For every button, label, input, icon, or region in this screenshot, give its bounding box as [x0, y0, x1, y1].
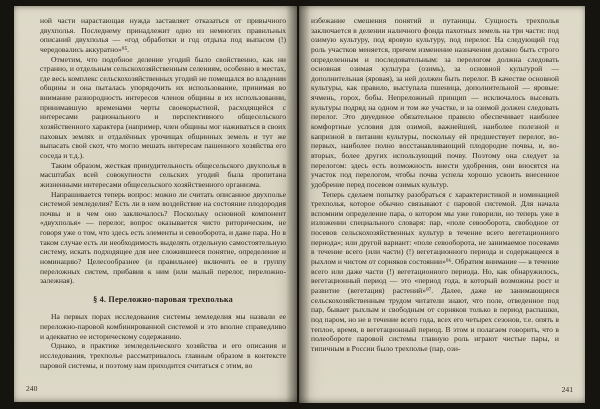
- section-heading: § 4. Переложно-паровая трехполька: [93, 294, 233, 304]
- page-number-left: 240: [26, 384, 38, 393]
- paragraph: Теперь сделаем попытку разобраться с характеристикой и номинацией трехполья, которое обычно связывают с паровой системой. Для начала вспомним определение пара, о котором мы уже говорили, но теперь уже в изложении специального словаря: пар, «поле севооборота, свободное от посевов сельскохозяйственных культур в течение всего вегетационного периода»; или другой вариант: «поле севооборота, не занимаемое посевами в течение всего (или части) (!) вегетационного периода и содержащееся в рыхлом и чистом от сорняков состоянии»⁹⁶. Обратим внимание — в течение всего или даже части (!) вегетационного периода. Но, как обнаружилось, вегетационный период — это «период года, в который возможны рост и развитие (вегетация) растений»⁹⁷. Далее, даже не занимающиеся сельскохозяйственным трудом читатели знают, что поле, отведенное под пар, бывает рыхлым и свободным от сорняков только в период распашки, под паром, но не в течение всего года, всех его четырех сезонов, т.е. опять в теплое, время, в вегетационный период. В этом и полагаем говорить, что в полеобороте паровой системы главную роль играют чистые пары, и типичным в России было трехполье (пар, ози-: [311, 189, 559, 353]
- right-page: [299, 6, 585, 403]
- left-page: [14, 6, 297, 402]
- left-page-text: [40, 16, 286, 370]
- paragraph: Напрашивается теперь вопрос: можно ли считать описанное двухполье системой земледелия? Есть ли в нем воздействие на состояние плодородия почвы и в чем оно заключалось? Поскольку основной компонент «двухполья» — перелог, вопрос оказывается чисто риторическим, не говоря уже о том, что здесь есть элементы и севооборота, и даже пара. Но в таком случае есть ли необходимость выделять отдельную самостоятельную систему, искать подходящее для нее сложившееся понятие, определение и номинацию? Целесообразнее (и правильнее) включить ее в группу переложных систем, прибавив к ним (или малый перелог, переложно-залежная).: [40, 189, 286, 286]
- paragraph: Однако, в практике земледельческого хозяйства и его описания и исследования, трехполье рассматривалось главным образом в контексте паровой системы, и поэтому нам приходится считаться с этим, во: [40, 341, 286, 370]
- right-page-text: [311, 16, 559, 353]
- paragraph: Отметим, что подобное деление угодий было свойственно, как ни странно, и отдельным сельскохозяйственным селениям, особенно в местах, где весь комплекс сельскохозяйственных угодий не помещался во владении общины и она пыталась упорядочить их использование, принимая во внимание разнородность интересов членов общины в их использовании, принимавшую временами черты своекорыстной, расходящейся с интересами рационального и перспективного общесельского хозяйственного характера (например, член общины мог наживаться в своих паховых землях и отдалённых урочищах общинных земель и тут же выпасать свой скот, что могло мешать интересам пашенного хозяйства его соседа и т.д.).: [40, 54, 286, 160]
- paragraph: избежание смешения понятий и путаницы. Сущность трехполья заключается в делении наличного фонда пахотных земель на три части: под озимую культуру, под яровую культуру, под перелог. На следующий год роль участков меняется, причем изменение назначения должно быть строго определенным и последовательным: за перелогом должна следовать основная озимая культура (озимь), за основной культурой — дополнительная (яровая), за ней должен быть перелог. В качестве основной культуры, как правило, выступала пшеница, дополнительной — яровые: ячмень, горох, бобы. Непреложный принцип — исключалось высевать культуры подряд на одном и том же участке, и за озимой должен следовать перелог. Это двуединое обязательное правило обеспечивает наиболее комфортные условия для озимой, важнейшей, наиболее полезной и капризной в питании культуры, поскольку ей предшествует перелог, во-первых, наиболее полно восстанавливающий плодородие почвы, и, во-вторых, более других использующий почву. Поэтому она следует за перелогом: здесь есть возможность внести удобрения, они вносятся на участок под перелогом, чтобы почва успела хорошо усвоить внесенное удобрение перед посевом озимых культур.: [311, 16, 559, 189]
- page-number-right: 241: [561, 385, 573, 394]
- paragraph: Таким образом, жесткая принудительность общесельского двухполья в масштабах всей совокупности сельских угодий была пропитана жизненными интересами общесельского хозяйственного организма.: [40, 160, 286, 189]
- paragraph: ной части нарастающая нужда заставляет отказаться от привычного двухполья. Последнему принадлежит одно из немногих правильных описаний двухполья — «год обработки и год отдыха под выпасом (!) чередовались аккуратно»⁹⁵.: [40, 16, 286, 54]
- paragraph: На первых порах исследования системы земледелия мы назвали ее переложно-паровой комбинированной системой и это вполне справедливо и адекватно ее историческому содержанию.: [40, 312, 286, 341]
